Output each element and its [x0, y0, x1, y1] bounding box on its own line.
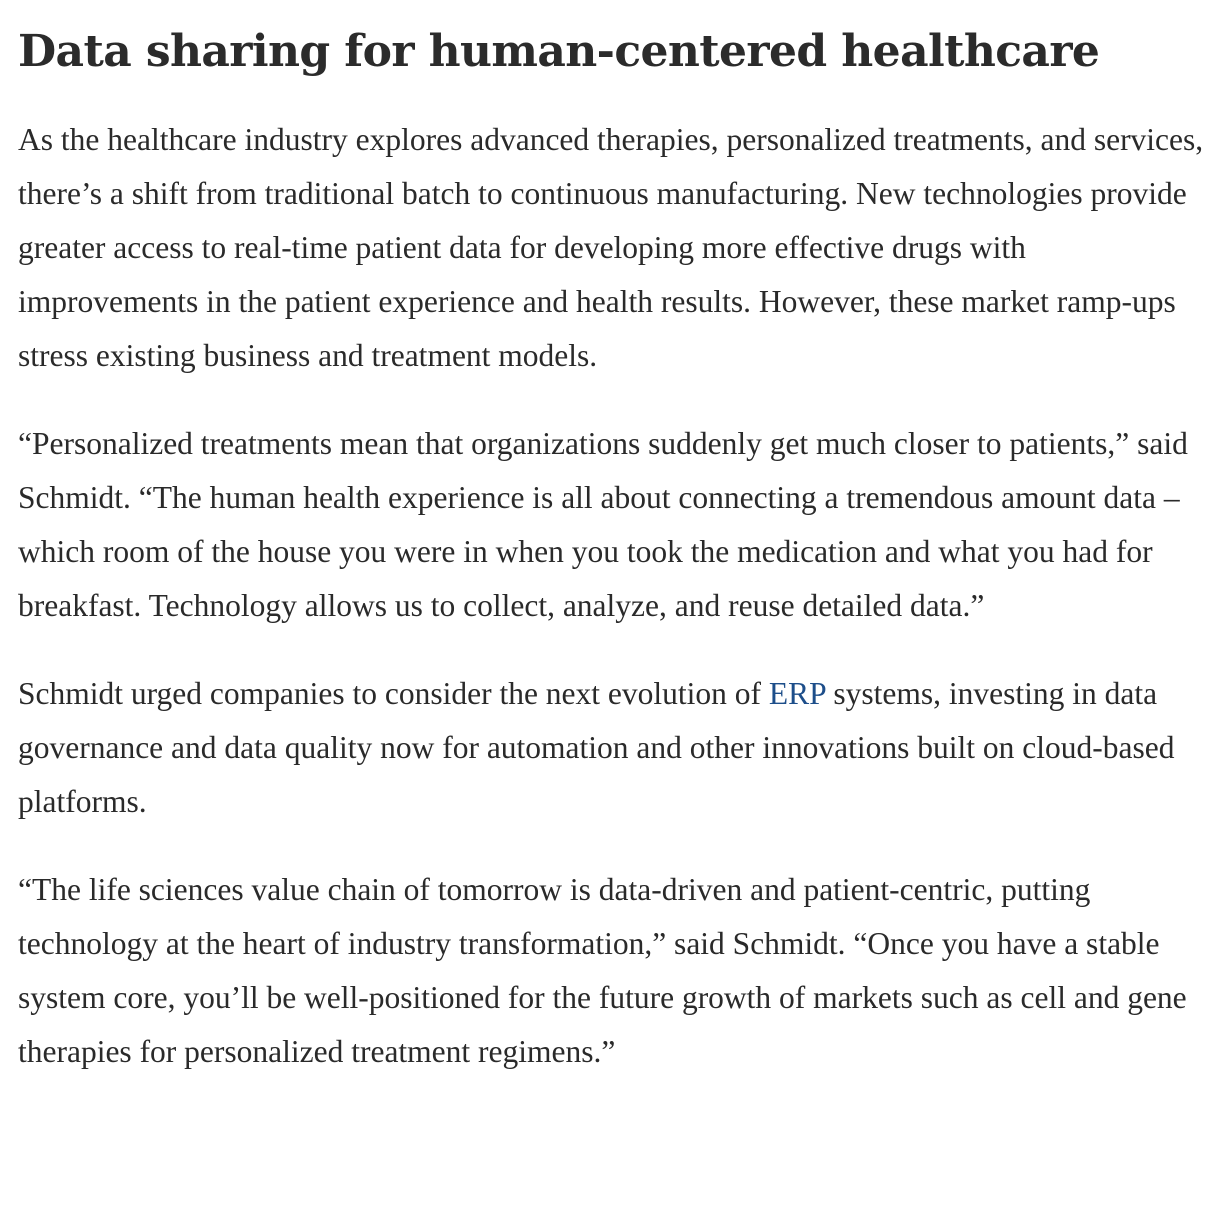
- article-paragraph-2: “Personalized treatments mean that organizations suddenly get much closer to patients,” said Schmidt. “The human health experience is all about connecting a tremendous amount data – which room of the house you were in when you took the medication and what you had for breakfast. Technology allows us to collect, analyze, and reuse detailed data.”: [18, 426, 1188, 623]
- article-heading: Data sharing for human-centered healthcare: [18, 26, 1100, 77]
- erp-link[interactable]: ERP: [768, 676, 826, 711]
- paragraph-3-text-after-link: systems, investing in data governance and data quality now for automation and other innovations built on cloud-based platforms.: [18, 676, 1175, 819]
- article-paragraph-3: [18, 667, 1208, 829]
- article-paragraph-4: “The life sciences value chain of tomorrow is data-driven and patient-centric, putting technology at the heart of industry transformation,” said Schmidt. “Once you have a stable system core, you’ll be well-positioned for the future growth of markets such as cell and gene therapies for personalized treatment regimens.”: [18, 872, 1187, 1069]
- article-body: [18, 0, 1208, 1079]
- paragraph-3-text-before-link: Schmidt urged companies to consider the next evolution of: [18, 676, 769, 711]
- article-paragraph-1: As the healthcare industry explores advanced therapies, personalized treatments, and services, there’s a shift from traditional batch to continuous manufacturing. New technologies provide greater access to real-time patient data for developing more effective drugs with improvements in the patient experience and health results. However, these market ramp-ups stress existing business and treatment models.: [18, 122, 1204, 373]
